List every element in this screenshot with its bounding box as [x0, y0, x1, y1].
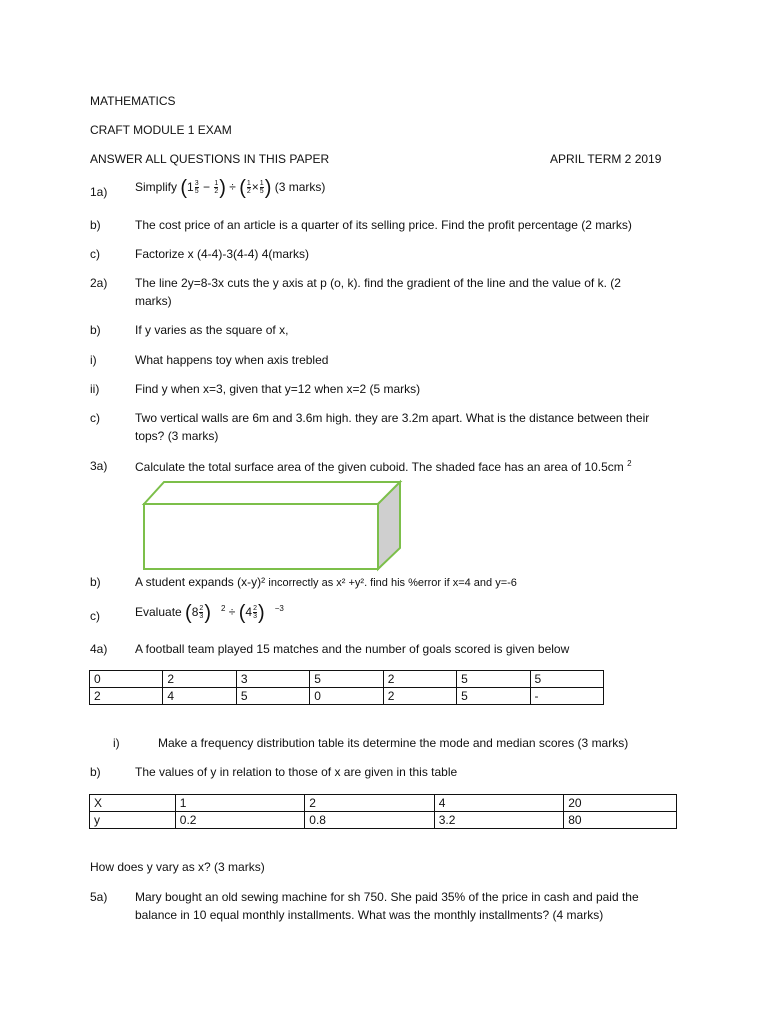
q1b-label: b)	[90, 218, 101, 232]
table-cell: y	[90, 812, 176, 829]
table-cell: 5	[310, 671, 383, 688]
q4ai-text: Make a frequency distribution table its determine the mode and median scores (3 marks)	[158, 736, 629, 750]
table-cell: 3	[236, 671, 309, 688]
q3a-label: 3a)	[90, 459, 108, 473]
q3a-text: Calculate the total surface area of the given cuboid. The shaded face has an area of 10.5cm $^2$	[135, 459, 632, 474]
instruction: ANSWER ALL QUESTIONS IN THIS PAPER	[90, 152, 330, 166]
cuboid-top-face	[144, 482, 400, 504]
q4b-question: How does y vary as x? (3 marks)	[90, 860, 265, 874]
q3c-label: c)	[90, 609, 100, 623]
q2c-label: c)	[90, 411, 100, 425]
table-cell: 0	[90, 671, 163, 688]
q2a-text: The line 2y=8-3x cuts the y axis at p (o, k). find the gradient of the line and the value of k. (2 marks)	[135, 276, 621, 308]
q4b-text: The values of y in relation to those of x are given in this table	[135, 765, 458, 779]
goals-table	[89, 670, 604, 705]
table-cell: 20	[564, 795, 677, 812]
exam-title: CRAFT MODULE 1 EXAM	[90, 123, 232, 137]
q2b-text: If y varies as the square of x,	[135, 323, 289, 337]
table-cell: 2	[305, 795, 434, 812]
table-cell: 5	[530, 671, 603, 688]
q1b-text: The cost price of an article is a quarter of its selling price. Find the profit percentage (2 marks)	[135, 218, 632, 232]
q3b-text: A student expands (x-y)² incorrectly as x² +y². find his %error if x=4 and y=-6	[135, 575, 517, 589]
table-cell: 1	[175, 795, 304, 812]
q2bi-text: What happens toy when axis trebled	[135, 353, 329, 367]
q2bi-label: i)	[90, 353, 97, 367]
q1a-label: 1a)	[90, 185, 108, 199]
q1a-frac2: $\frac{1}{2}$	[214, 180, 219, 196]
table-row	[90, 812, 677, 829]
q1a-frac3: $\frac{1}{2}$	[246, 180, 251, 196]
q1c-label: c)	[90, 247, 100, 261]
table-cell: 5	[236, 688, 309, 705]
q3c-text: Evaluate (8 $\frac{2}{3}$ ) $^2$ ÷ (4 $\frac{2}{3}$ ) $^{-3}$	[135, 601, 284, 624]
q5a-label: 5a)	[90, 890, 108, 904]
table-cell: 4	[434, 795, 563, 812]
q1a-frac4: $\frac{1}{5}$	[259, 180, 264, 196]
table-cell: 2	[90, 688, 163, 705]
table-cell: -	[530, 688, 603, 705]
table-cell: 5	[457, 688, 530, 705]
q2bii-label: ii)	[90, 382, 100, 396]
q4a-text: A football team played 15 matches and the number of goals scored is given below	[135, 642, 570, 656]
q3c-frac2: $\frac{2}{3}$	[253, 605, 257, 621]
table-cell: 0	[310, 688, 383, 705]
table-cell: 0.8	[305, 812, 434, 829]
table-cell: 80	[564, 812, 677, 829]
q5a-text: Mary bought an old sewing machine for sh 750. She paid 35% of the price in cash and paid the balance in 10 equal monthly installments. What was the monthly installments? (4 marks)	[135, 890, 639, 922]
table-row	[90, 671, 604, 688]
table-row	[90, 688, 604, 705]
table-cell: 2	[163, 671, 236, 688]
q2b-label: b)	[90, 323, 101, 337]
table-cell: 2	[383, 671, 456, 688]
term-label: APRIL TERM 2 2019	[550, 152, 662, 166]
q1a-text: Simplify (1 $\frac{3}{5}$ − $\frac{1}{2}$ ) ÷ ( $\frac{1}{2}$ × $\frac{1}{5}$ ) (3 marks)	[135, 176, 326, 199]
subject-heading: MATHEMATICS	[90, 94, 176, 108]
q2a-label: 2a)	[90, 276, 108, 290]
q1c-text: Factorize x (4-4)-3(4-4) 4(marks)	[135, 247, 310, 261]
q2c-text: Two vertical walls are 6m and 3.6m high. they are 3.2m apart. What is the distance between their tops? (3 marks)	[135, 411, 650, 443]
q3c-frac1: $\frac{2}{3}$	[199, 605, 204, 621]
table-cell: 2	[383, 688, 456, 705]
table-cell: 5	[457, 671, 530, 688]
q4a-label: 4a)	[90, 642, 108, 656]
xy-table	[89, 794, 677, 829]
q3b-label: b)	[90, 575, 101, 589]
table-cell: X	[90, 795, 176, 812]
cuboid-figure	[140, 478, 405, 573]
q1a-frac1: $\frac{3}{5}$	[194, 180, 199, 196]
table-cell: 4	[163, 688, 236, 705]
q2bii-text: Find y when x=3, given that y=12 when x=2 (5 marks)	[135, 382, 421, 396]
table-cell: 3.2	[434, 812, 563, 829]
q4b-label: b)	[90, 765, 101, 779]
table-row	[90, 795, 677, 812]
cuboid-front-face	[144, 504, 378, 569]
table-cell: 0.2	[175, 812, 304, 829]
q4ai-label: i)	[113, 736, 120, 750]
